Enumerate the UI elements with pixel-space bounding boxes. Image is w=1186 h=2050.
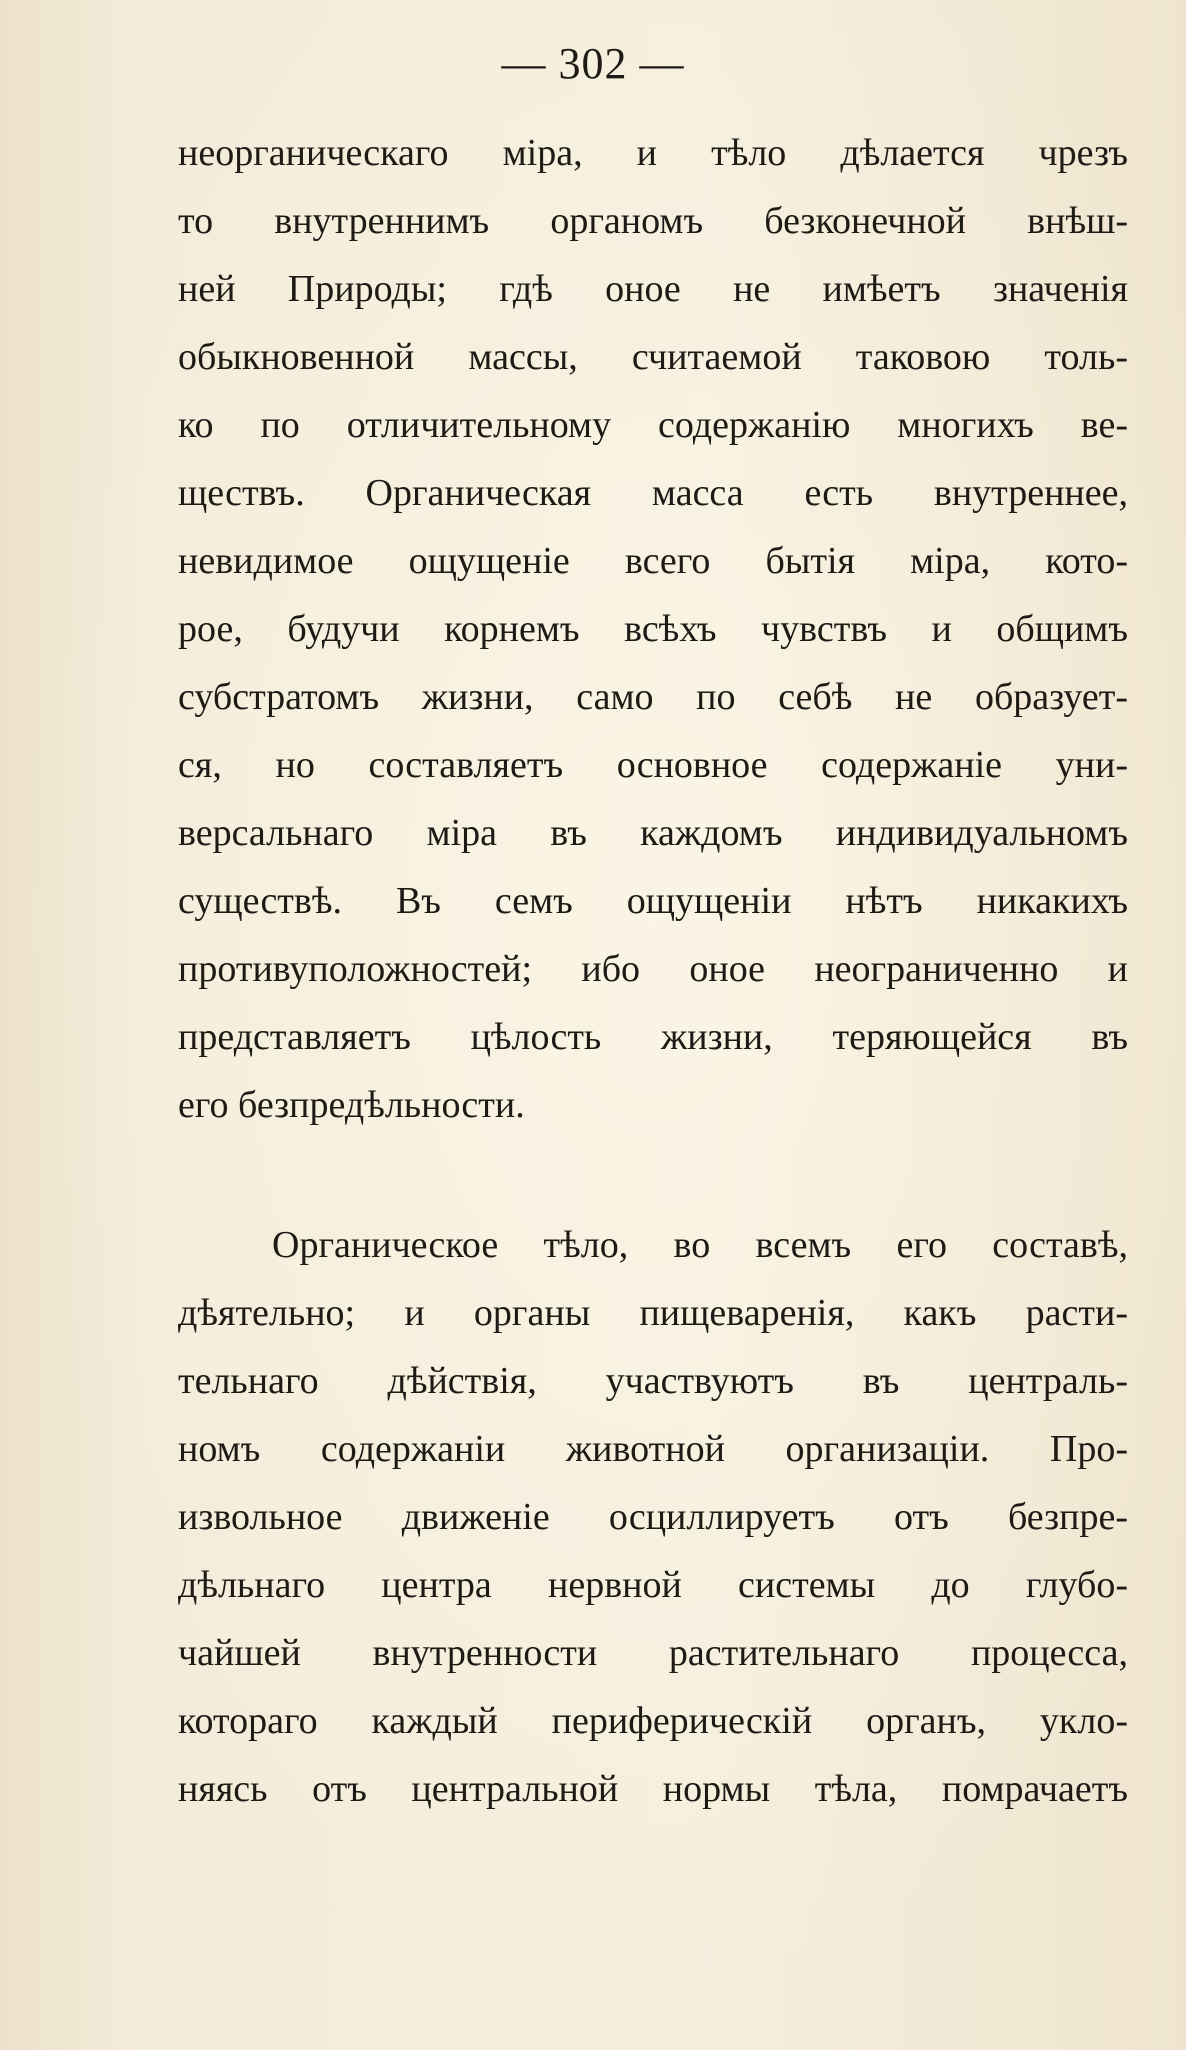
- text-line: противуположностей; ибо оное неограниченно и: [178, 948, 1128, 990]
- text-line: версальнаго міра въ каждомъ индивидуальномъ: [178, 812, 1128, 854]
- text-line: извольное движеніе осциллируетъ отъ безпре-: [178, 1496, 1128, 1538]
- text-line: тельнаго дѣйствія, участвуютъ въ централь-: [178, 1360, 1128, 1402]
- text-line: ществъ. Органическая масса есть внутреннее,: [178, 472, 1128, 514]
- text-line: дѣятельно; и органы пищеваренія, какъ расти-: [178, 1292, 1128, 1334]
- text-line: Органическое тѣло, во всемъ его составѣ,: [272, 1224, 1128, 1266]
- text-line: чайшей внутренности растительнаго процесса,: [178, 1632, 1128, 1674]
- text-line: номъ содержаніи животной организаціи. Про-: [178, 1428, 1128, 1470]
- text-line: котораго каждый периферическій органъ, укло-: [178, 1700, 1128, 1742]
- text-line: обыкновенной массы, считаемой таковою толь-: [178, 336, 1128, 378]
- text-line: представляетъ цѣлость жизни, теряющейся въ: [178, 1016, 1128, 1058]
- text-line: ней Природы; гдѣ оное не имѣетъ значенія: [178, 268, 1128, 310]
- text-line: дѣльнаго центра нервной системы до глубо-: [178, 1564, 1128, 1606]
- text-line: невидимое ощущеніе всего бытія міра, кото-: [178, 540, 1128, 582]
- text-line: рое, будучи корнемъ всѣхъ чувствъ и общимъ: [178, 608, 1128, 650]
- text-line: то внутреннимъ органомъ безконечной внѣш-: [178, 200, 1128, 242]
- page-number: — 302 —: [501, 39, 685, 88]
- text-line: существѣ. Въ семъ ощущеніи нѣтъ никакихъ: [178, 880, 1128, 922]
- text-line: няясь отъ центральной нормы тѣла, помрачаетъ: [178, 1768, 1128, 1810]
- text-line: субстратомъ жизни, само по себѣ не образует-: [178, 676, 1128, 718]
- text-line: ко по отличительному содержанію многихъ ве-: [178, 404, 1128, 446]
- text-line: неорганическаго міра, и тѣло дѣлается чрезъ: [178, 132, 1128, 174]
- text-line: его безпредѣльности.: [178, 1084, 525, 1126]
- text-line: ся, но составляетъ основное содержаніе уни-: [178, 744, 1128, 786]
